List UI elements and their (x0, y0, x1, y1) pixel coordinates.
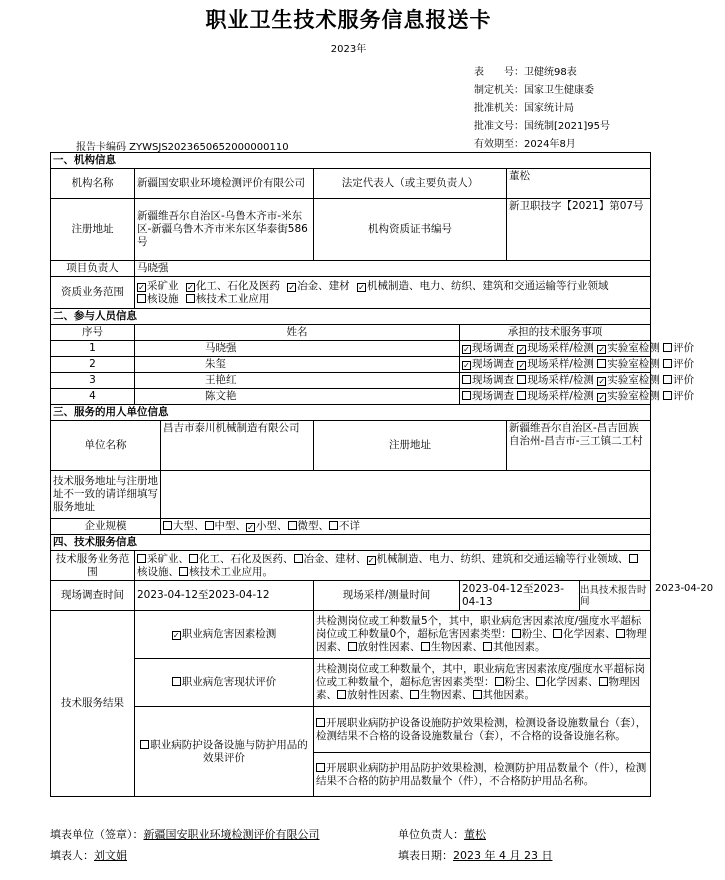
checkbox[interactable] (348, 642, 357, 651)
staff-no: 3 (51, 373, 135, 389)
footer-row-1 (50, 826, 320, 842)
checkbox[interactable] (517, 361, 526, 370)
fill-date-label: 填表日期： (398, 849, 453, 862)
footer-row-2 (50, 847, 127, 863)
staff-items: 现场调查 现场采样/检测 ✓ 实验室检测 评价 (460, 373, 651, 389)
checkbox[interactable] (599, 677, 608, 686)
checkbox[interactable] (536, 677, 545, 686)
qual-scope-option: ✓ 机械制造、电力、纺织、建筑和交通运输等行业领域 (357, 280, 609, 292)
checkbox[interactable] (205, 521, 214, 530)
checkbox[interactable] (357, 283, 366, 292)
meta-org: 制定机关：国家卫生健康委 (474, 85, 594, 96)
checkbox[interactable] (137, 554, 146, 563)
checkbox[interactable] (597, 359, 606, 368)
footer-head (398, 826, 486, 842)
service-address-value (161, 471, 651, 519)
staff-items: ✓ 现场调查 ✓ 现场采样/检测 ✓ 实验室检测 评价 (460, 341, 651, 357)
section-3-header: 三、服务的用人单位信息 (51, 405, 651, 421)
checkbox[interactable] (517, 345, 526, 354)
checkbox[interactable] (421, 642, 430, 651)
checkbox[interactable] (316, 718, 325, 727)
sampling-time-label: 现场采样/测量时间 (314, 581, 460, 611)
filling-unit-label: 填表单位（签章）： (50, 828, 144, 841)
form-year: 2023年 (330, 44, 367, 55)
employer-address-label: 注册地址 (314, 421, 507, 471)
checkbox[interactable] (329, 521, 338, 530)
cert-no-value: 新卫职技字【2021】第07号 (507, 199, 651, 261)
checkbox[interactable] (172, 631, 181, 640)
col-items: 承担的技术服务事项 (460, 325, 651, 341)
section-1-header: 一、机构信息 (51, 153, 651, 169)
legal-rep-value: 董松 (507, 169, 651, 199)
checkbox[interactable] (246, 523, 255, 532)
result-1-text: 共检测岗位或工种数量5个，其中，职业病危害因素浓度/强度水平超标岗位或工种数量0个，超标危害因素类型： 粉尘、 化学因素、 物理因素、 放射性因素、 生物因素、 其他因素。 (314, 611, 651, 659)
qual-scope-label: 资质业务范围 (51, 277, 135, 309)
employer-name-value: 昌吉市泰川机械制造有限公司 (161, 421, 314, 471)
checkbox[interactable] (287, 283, 296, 292)
reg-address-value: 新疆维吾尔自治区-乌鲁木齐市-米东区-新疆乌鲁木齐市米东区华泰街586号 (135, 199, 314, 261)
pm-label: 项目负责人 (51, 261, 135, 277)
checkbox[interactable] (172, 677, 181, 686)
checkbox[interactable] (597, 377, 606, 386)
checkbox[interactable] (663, 343, 672, 352)
staff-no: 4 (51, 389, 135, 405)
form-title: 职业卫生技术服务信息报送卡 (205, 7, 492, 32)
qual-scope-option: 核设施 (137, 293, 179, 305)
report-number: 报告卡编码 ZYWSJS2023650652000000110 (76, 142, 289, 153)
staff-items: ✓ 现场调查 ✓ 现场采样/检测 实验室检测 评价 (460, 357, 651, 373)
checkbox[interactable] (462, 345, 471, 354)
qual-scope-option: 核技术工业应用 (186, 293, 270, 305)
checkbox[interactable] (483, 642, 492, 651)
checkbox[interactable] (597, 393, 606, 402)
form-meta (474, 64, 610, 154)
service-result-label: 技术服务结果 (51, 611, 135, 797)
checkbox[interactable] (512, 629, 521, 638)
unit-head-label: 单位负责人： (398, 828, 464, 841)
enterprise-size-options: 大型、 中型、✓ 小型、 微型、 不详 (161, 519, 651, 535)
service-address-label: 技术服务地址与注册地址不一致的请详细填写服务地址 (51, 471, 161, 519)
staff-name: 王艳红 (135, 373, 460, 389)
service-scope-options: 采矿业、 化工、石化及医药、 冶金、建材、✓ 机械制造、电力、纺织、建筑和交通运输等行业领域、核设施、 核技术工业应用。 (135, 551, 651, 581)
result-2-text: 共检测岗位或工种数量个，其中，职业病危害因素浓度/强度水平超标岗位或工种数量个，超标危害因素类型： 粉尘、 化学因素、 物理因素、 放射性因素、 生物因素、 其他因素。 (314, 659, 651, 707)
checkbox[interactable] (367, 556, 376, 565)
checkbox[interactable] (616, 629, 625, 638)
checkbox[interactable] (473, 690, 482, 699)
checkbox[interactable] (186, 294, 195, 303)
sampling-time-value: 2023-04-12至2023-04-13 (460, 581, 580, 611)
report-time-value: 2023-04-20 (655, 583, 714, 594)
checkbox[interactable] (597, 345, 606, 354)
employer-name-label: 单位名称 (51, 421, 161, 471)
staff-no: 1 (51, 341, 135, 357)
result-2-label: 职业病危害现状评价 (135, 659, 314, 707)
unit-head-value: 董松 (464, 828, 486, 841)
checkbox[interactable] (316, 763, 325, 772)
filling-unit-value: 新疆国安职业环境检测评价有限公司 (143, 828, 320, 841)
staff-no: 2 (51, 357, 135, 373)
reg-address-label: 注册地址 (51, 199, 135, 261)
result-3-label: 职业病防护设备设施与防护用品的效果评价 (135, 707, 314, 797)
checkbox[interactable] (140, 740, 149, 749)
section-2-header: 二、参与人员信息 (51, 309, 651, 325)
qual-scope-option: ✓采矿业 (137, 280, 179, 292)
org-name-label: 机构名称 (51, 169, 135, 199)
filler-label: 填表人： (50, 849, 94, 862)
staff-name: 朱玺 (135, 357, 460, 373)
checkbox[interactable] (462, 361, 471, 370)
checkbox[interactable] (288, 521, 297, 530)
pm-value: 马晓强 (135, 261, 651, 277)
survey-time-value: 2023-04-12至2023-04-12 (135, 581, 314, 611)
checkbox[interactable] (663, 391, 672, 400)
filler-value: 刘文娟 (94, 849, 127, 862)
report-time-cell (580, 581, 714, 611)
service-scope-label: 技术服务业务范围 (51, 551, 135, 581)
checkbox[interactable] (179, 567, 188, 576)
checkbox[interactable] (163, 521, 172, 530)
staff-items: 现场调查 现场采样/检测 ✓ 实验室检测 评价 (460, 389, 651, 405)
checkbox[interactable] (517, 375, 526, 384)
result-3a-text: 开展职业病防护设备设施防护效果检测，检测设备设施数量台（套），检测结果不合格的设备设施数量台（套），不合格的设备设施名称。 (314, 707, 651, 753)
checkbox[interactable] (186, 283, 195, 292)
meta-approve: 批准机关：国家统计局 (474, 103, 574, 114)
report-time-label: 出具技术报告时间 (580, 584, 647, 607)
staff-name: 马晓强 (135, 341, 460, 357)
org-name-value: 新疆国安职业环境检测评价有限公司 (135, 169, 314, 199)
checkbox[interactable] (189, 554, 198, 563)
meta-form-no: 表 号：卫健统98表 (474, 67, 577, 78)
fill-date-value: 2023 年 4 月 23 日 (453, 849, 553, 862)
checkbox[interactable] (462, 375, 471, 384)
legal-rep-label: 法定代表人（或主要负责人） (314, 169, 507, 199)
checkbox[interactable] (137, 294, 146, 303)
info-table (50, 152, 714, 797)
checkbox[interactable] (663, 375, 672, 384)
result-3b-text: 开展职业病防护用品防护效果检测，检测防护用品数量个（件），检测结果不合格的防护用品数量个（件），不合格防护用品名称。 (314, 753, 651, 797)
enterprise-size-label: 企业规模 (51, 519, 161, 535)
checkbox[interactable] (337, 690, 346, 699)
footer-date (398, 847, 552, 863)
meta-doc-no: 批准文号：国统制[2021]95号 (474, 121, 610, 132)
col-no: 序号 (51, 325, 135, 341)
checkbox[interactable] (462, 391, 471, 400)
qual-scope-option: ✓ 冶金、建材 (287, 280, 350, 292)
checkbox[interactable] (517, 391, 526, 400)
checkbox[interactable] (137, 283, 146, 292)
section-4-header: 四、技术服务信息 (51, 535, 651, 551)
checkbox[interactable] (410, 690, 419, 699)
col-name: 姓名 (135, 325, 460, 341)
checkbox[interactable] (629, 554, 638, 563)
result-1-label: ✓职业病危害因素检测 (135, 611, 314, 659)
meta-valid: 有效期至：2024年8月 (474, 139, 576, 150)
staff-name: 陈文艳 (135, 389, 460, 405)
survey-time-label: 现场调查时间 (51, 581, 135, 611)
checkbox[interactable] (553, 629, 562, 638)
checkbox[interactable] (495, 677, 504, 686)
qual-scope-options (135, 277, 651, 309)
checkbox[interactable] (663, 359, 672, 368)
qual-scope-option: ✓ 化工、石化及医药 (186, 280, 280, 292)
checkbox[interactable] (294, 554, 303, 563)
cert-no-label: 机构资质证书编号 (314, 199, 507, 261)
employer-address-value: 新疆维吾尔自治区-昌吉回族自治州-昌吉市-三工镇二工村 (507, 421, 651, 471)
